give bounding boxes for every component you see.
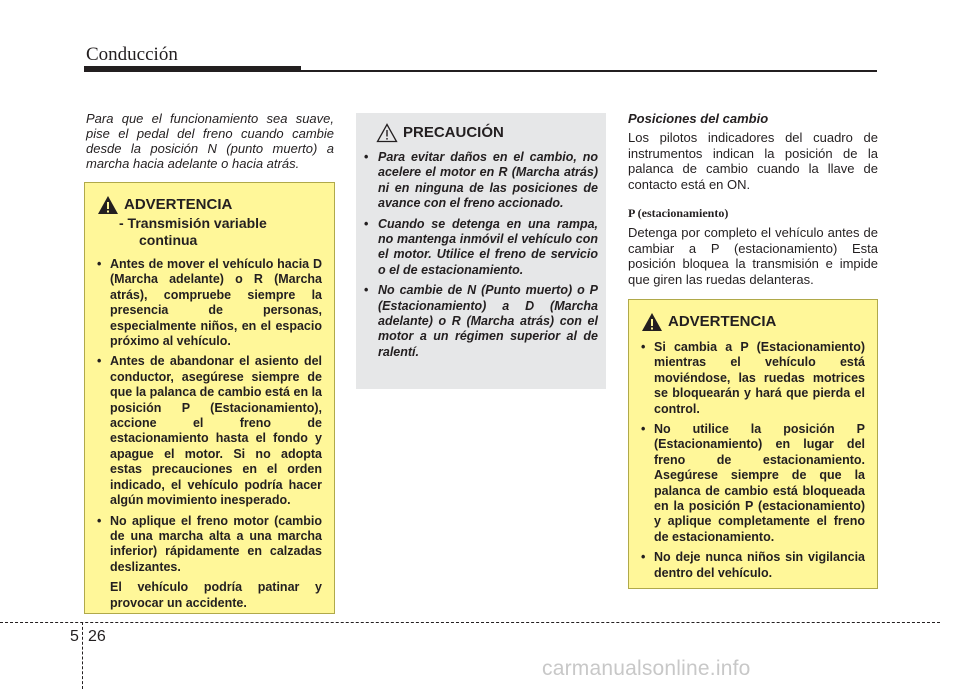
warning-item: • No utilice la posición P (Estacionamiento) en lugar del freno de estacionamiento. Asegúrese siempre de que la palanca de cambio está bloqueada en la posición P (estacionamiento) y aplique completamente el freno de estacionamiento. xyxy=(641,422,865,545)
page-number: 26 xyxy=(88,628,106,645)
intro-paragraph: Para que el funcionamiento sea suave, pise el pedal del freno cuando cambie desde la posición N (punto muerto) a marcha hacia adelante o hacia atrás. xyxy=(86,111,334,171)
warning-item: • Si cambia a P (Estacionamiento) mientras el vehículo está moviéndose, las ruedas motrices se bloquearán y hará que pierda el control. xyxy=(641,340,865,417)
warning-subtitle-line2: continua xyxy=(139,232,198,248)
header-rule-thin xyxy=(301,70,877,72)
warning-item: • No aplique el freno motor (cambio de una marcha alta a una marcha inferior) rápidamente en calzadas deslizantes. xyxy=(97,514,322,576)
positions-title: Posiciones del cambio xyxy=(628,111,769,126)
warning-triangle-icon xyxy=(97,195,119,215)
warning-subtitle xyxy=(97,215,322,249)
warning-box-parking xyxy=(628,299,878,589)
parking-heading: P (estacionamiento) xyxy=(628,206,729,220)
caution-list xyxy=(364,150,598,360)
chapter-number: 5 xyxy=(70,628,79,645)
warning-extra-text: El vehículo podría patinar y provocar un accidente. xyxy=(110,580,322,610)
positions-section xyxy=(628,111,878,287)
warning-title: ADVERTENCIA xyxy=(124,196,233,213)
footer-vertical-rule xyxy=(82,622,83,689)
header-rule-thick xyxy=(84,66,301,72)
parking-body: Detenga por completo el vehículo antes de cambiar a P (estacionamiento) Esta posición bloquea la transmisión e impide que giren las ruedas delanteras. xyxy=(628,225,878,287)
warning-box-transmission xyxy=(84,182,335,614)
warning-heading xyxy=(641,312,865,332)
caution-heading xyxy=(364,123,598,143)
warning-item: • No deje nunca niños sin vigilancia dentro del vehículo. xyxy=(641,550,865,581)
warning-item: • Antes de mover el vehículo hacia D (Marcha adelante) o R (Marcha atrás), compruebe siempre la presencia de personas, especialmente niños, en el espacio próximo al vehículo. xyxy=(97,257,322,349)
page-header-title: Conducción xyxy=(86,44,178,65)
caution-box xyxy=(356,113,606,389)
warning-list xyxy=(97,257,322,575)
positions-body: Los pilotos indicadores del cuadro de instrumentos indican la posición de la palanca de cambio cuando la llave de contacto está en ON. xyxy=(628,130,878,192)
caution-item: • Cuando se detenga en una rampa, no mantenga inmóvil el vehículo con el motor. Utilice el freno de servicio o el de estacionamiento. xyxy=(364,217,598,279)
caution-triangle-icon xyxy=(376,123,398,143)
caution-item: • Para evitar daños en el cambio, no acelere el motor en R (Marcha atrás) ni en ninguna de las posiciones de avance con el freno accionado. xyxy=(364,150,598,212)
watermark-text: carmanualsonline.info xyxy=(542,657,751,680)
footer-dashed-rule xyxy=(0,622,940,623)
warning-subtitle-line1: - Transmisión variable xyxy=(119,215,267,231)
warning-heading xyxy=(97,195,322,215)
warning-item: • Antes de abandonar el asiento del conductor, asegúrese siempre de que la palanca de cambio está en la posición P (Estacionamiento), accione el freno de estacionamiento hasta el fondo y apague el motor. Si no adopta estas precauciones en el orden indicado, el vehículo podría hacer algún movimiento inesperado. xyxy=(97,354,322,508)
caution-item: • No cambie de N (Punto muerto) o P (Estacionamiento) a D (Marcha adelante) o R (Marcha atrás) con el motor a un régimen superior al de ralentí. xyxy=(364,283,598,360)
warning-list xyxy=(641,340,865,581)
warning-triangle-icon xyxy=(641,312,663,332)
warning-title: ADVERTENCIA xyxy=(668,313,777,330)
caution-title: PRECAUCIÓN xyxy=(403,124,504,141)
